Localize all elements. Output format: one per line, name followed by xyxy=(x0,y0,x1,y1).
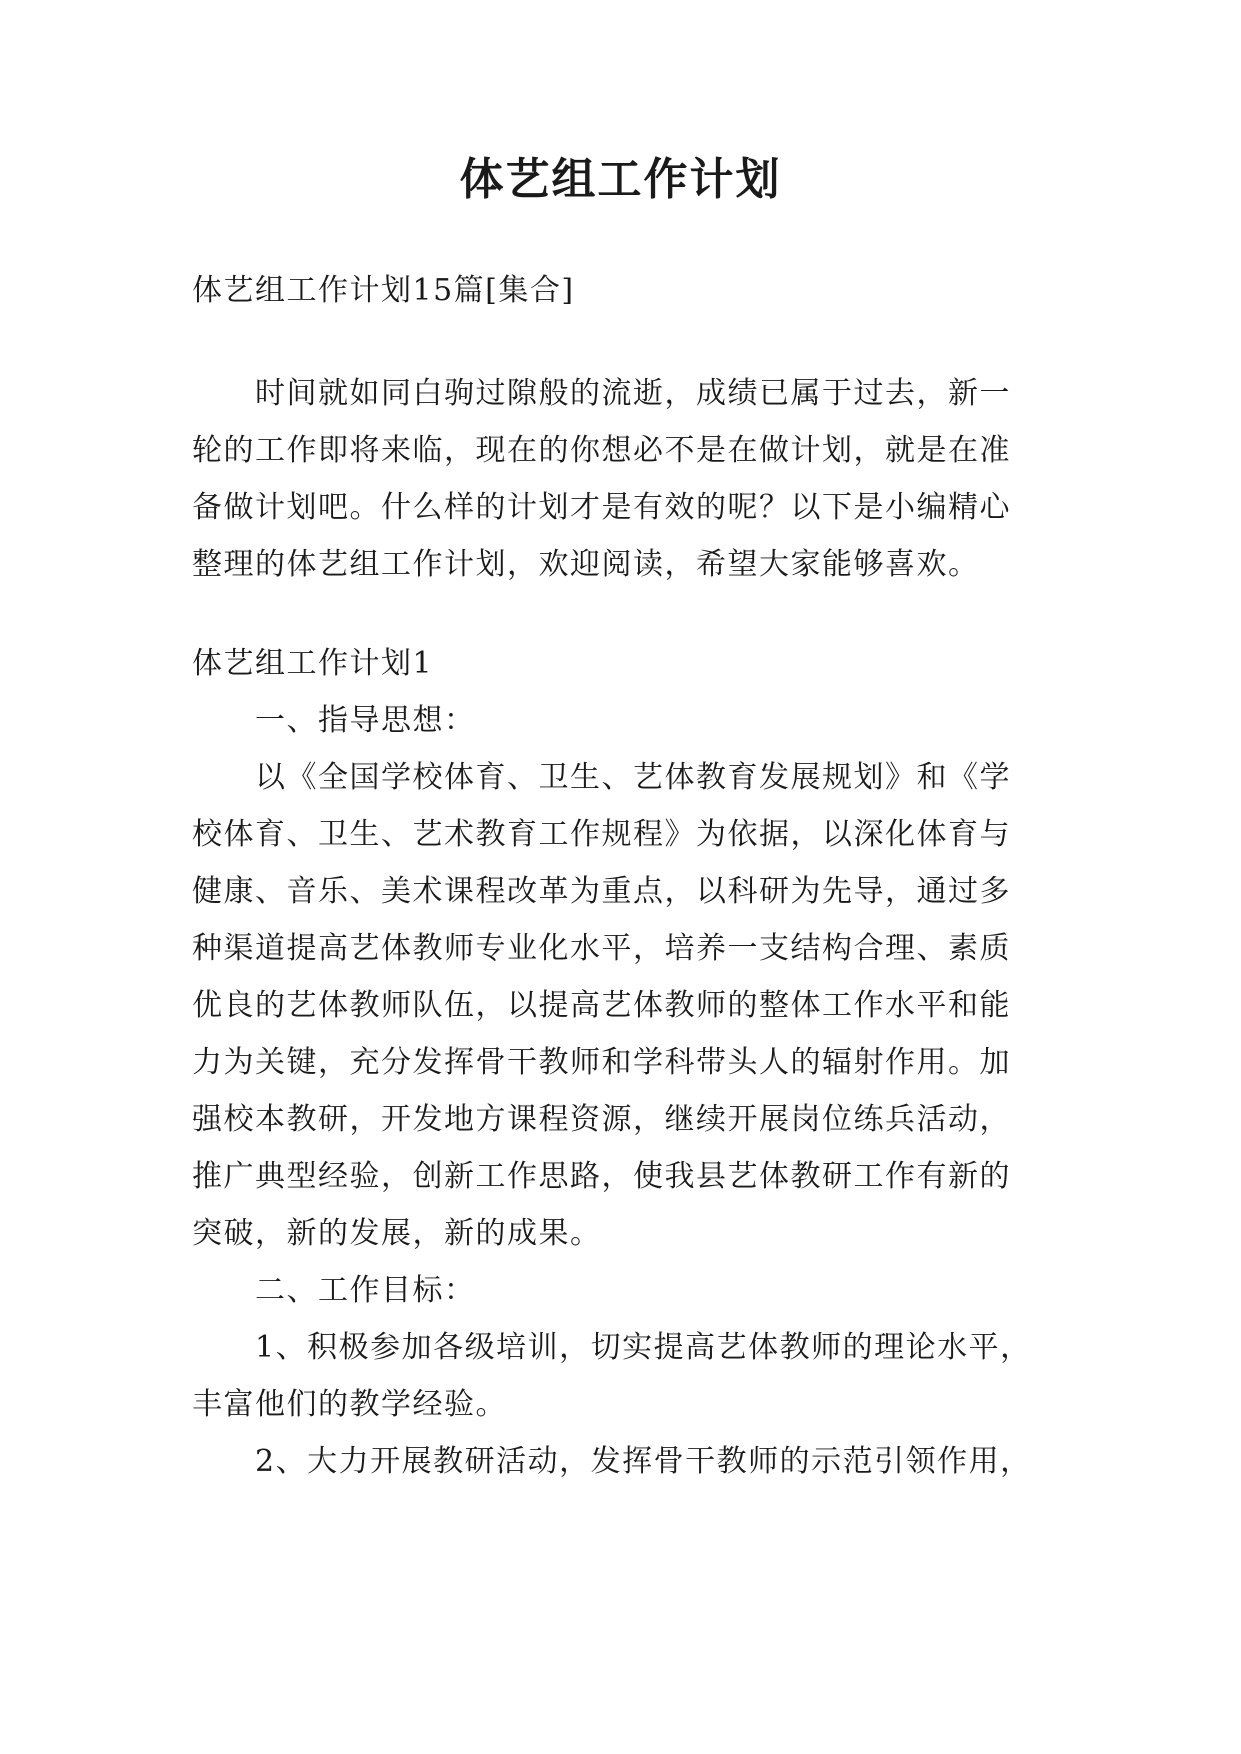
document-title: 体艺组工作计划 xyxy=(459,154,782,205)
body-line: 健康、音乐、美术课程改革为重点，以科研为先导，通过多 xyxy=(192,874,1011,909)
body-line: 力为关键，充分发挥骨干教师和学科带头人的辐射作用。加 xyxy=(192,1045,1011,1080)
guiding-ideology-paragraph xyxy=(192,749,1062,1262)
part-heading-work-goals: 二、工作目标： xyxy=(255,1273,476,1308)
intro-paragraph xyxy=(192,365,1062,593)
intro-line: 整理的体艺组工作计划，欢迎阅读，希望大家能够喜欢。 xyxy=(192,547,980,582)
goal-item-1 xyxy=(192,1319,1062,1433)
document-body xyxy=(192,262,1062,1490)
body-line: 种渠道提高艺体教师专业化水平，培养一支结构合理、素质 xyxy=(192,931,1011,966)
goal-item-2 xyxy=(192,1433,1062,1490)
intro-line: 轮的工作即将来临，现在的你想必不是在做计划，就是在准 xyxy=(192,433,1011,468)
document-subtitle: 体艺组工作计划15篇[集合] xyxy=(192,273,575,308)
body-line: 以《全国学校体育、卫生、艺体教育发展规划》和《学 xyxy=(255,760,1011,795)
body-line: 强校本教研，开发地方课程资源，继续开展岗位练兵活动， xyxy=(192,1102,1011,1137)
section-heading: 体艺组工作计划1 xyxy=(192,646,434,681)
intro-line: 时间就如同白驹过隙般的流逝，成绩已属于过去，新一 xyxy=(255,376,1011,411)
body-line: 2、大力开展教研活动，发挥骨干教师的示范引领作用， xyxy=(255,1444,1032,1479)
body-line: 推广典型经验，创新工作思路，使我县艺体教研工作有新的 xyxy=(192,1159,1011,1194)
body-line: 突破，新的发展，新的成果。 xyxy=(192,1216,602,1251)
body-line: 校体育、卫生、艺术教育工作规程》为依据，以深化体育与 xyxy=(192,817,1011,852)
body-line: 优良的艺体教师队伍，以提高艺体教师的整体工作水平和能 xyxy=(192,988,1011,1023)
intro-line: 备做计划吧。什么样的计划才是有效的呢？以下是小编精心 xyxy=(192,490,1011,525)
body-line: 1、积极参加各级培训，切实提高艺体教师的理论水平， xyxy=(255,1330,1032,1365)
part-heading-guiding-ideology: 一、指导思想： xyxy=(255,703,476,738)
body-line: 丰富他们的教学经验。 xyxy=(192,1387,507,1422)
